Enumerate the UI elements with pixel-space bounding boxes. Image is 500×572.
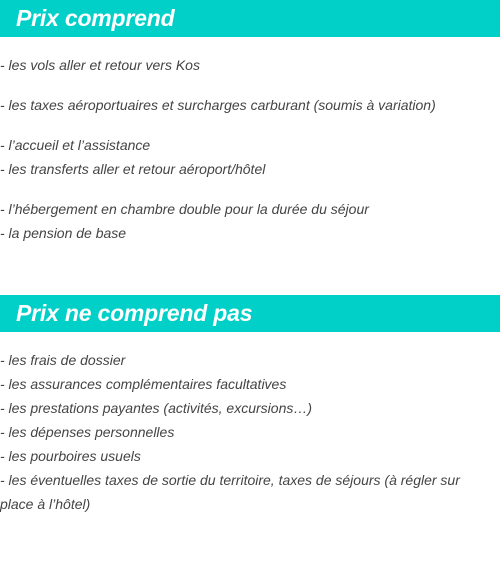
list-item: - les vols aller et retour vers Kos: [0, 57, 200, 73]
price-excludes-section: [0, 295, 500, 516]
list-item: - la pension de base: [0, 225, 127, 241]
price-excludes-list: [0, 348, 500, 516]
list-item: - l’hébergement en chambre double pour la durée du séjour: [0, 201, 369, 217]
price-excludes-header: [0, 295, 500, 332]
list-item: - les dépenses personnelles: [0, 424, 175, 440]
price-includes-header: [0, 0, 500, 37]
list-item: - les transferts aller et retour aéroport/hôtel: [0, 161, 266, 177]
list-item: - l’accueil et l’assistance: [0, 137, 151, 153]
price-includes-section: [0, 0, 500, 245]
price-includes-title: Prix comprend: [16, 5, 175, 31]
list-item: - les pourboires usuels: [0, 448, 141, 464]
list-item: - les taxes aéroportuaires et surcharges carburant (soumis à variation): [0, 97, 436, 113]
list-item: - les éventuelles taxes de sortie du territoire, taxes de séjours (à régler sur place à l’hôtel): [0, 472, 460, 512]
list-item: - les prestations payantes (activités, excursions…): [0, 400, 313, 416]
price-excludes-title: Prix ne comprend pas: [16, 300, 253, 326]
price-includes-list: [0, 53, 500, 245]
list-item: - les frais de dossier: [0, 352, 126, 368]
list-item: - les assurances complémentaires facultatives: [0, 376, 287, 392]
